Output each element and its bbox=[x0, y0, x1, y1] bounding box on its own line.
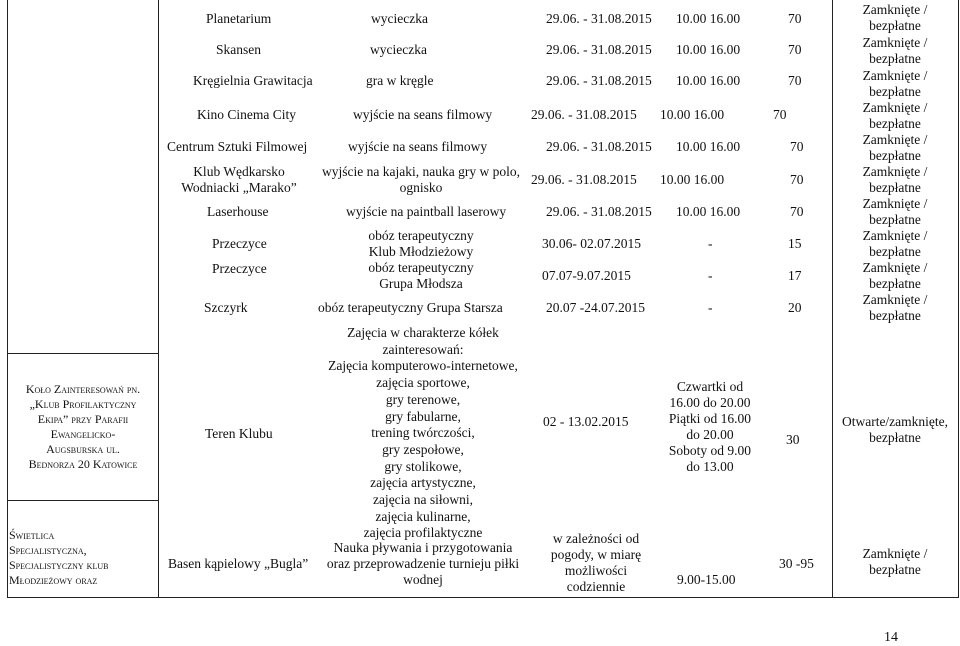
row-type-2: Grupa Młodsza bbox=[379, 276, 463, 291]
row-status: Zamknięte / bbox=[862, 228, 928, 243]
row-places: 17 bbox=[788, 268, 802, 283]
row-hours: 10.00 16.00 bbox=[660, 107, 725, 122]
row-place: Kręgielnia Grawitacja bbox=[193, 73, 313, 88]
row-type: wyjście na seans filmowy bbox=[353, 107, 493, 122]
row-status: Zamknięte / bbox=[862, 196, 928, 211]
right-border bbox=[958, 0, 959, 598]
row-dates: 07.07-9.07.2015 bbox=[542, 268, 631, 283]
org-column-divider bbox=[158, 0, 159, 598]
row-place: Laserhouse bbox=[207, 204, 269, 219]
row-dates: 29.06. - 31.08.2015 bbox=[531, 107, 637, 122]
row-hours: 10.00 16.00 bbox=[676, 11, 741, 26]
row-type: wyjście na paintball laserowy bbox=[346, 204, 507, 219]
row-type: obóz terapeutyczny bbox=[368, 260, 474, 275]
row-status: Zamknięte / bbox=[862, 164, 928, 179]
row-hours: - bbox=[708, 268, 713, 283]
row-place: Klub Wędkarsko bbox=[193, 164, 285, 179]
row-type-list: Nauka pływania i przygotowania oraz przeprowadzenie turnieju piłki wodnej bbox=[326, 540, 520, 587]
row-hours: 10.00 16.00 bbox=[676, 42, 741, 57]
row-type: wycieczka bbox=[370, 42, 427, 57]
row-status: Zamknięte / bbox=[862, 2, 928, 17]
row-type: obóz terapeutyczny Grupa Starsza bbox=[318, 300, 503, 315]
row-hours: 10.00 16.00 bbox=[660, 172, 725, 187]
row-places: 70 bbox=[790, 204, 804, 219]
row-place: Centrum Sztuki Filmowej bbox=[167, 139, 308, 154]
row-status-fee: bezpłatne bbox=[869, 212, 921, 227]
row-status: Zamknięte / bbox=[862, 132, 928, 147]
row-hours: 10.00 16.00 bbox=[676, 73, 741, 88]
row-status-fee: bezpłatne bbox=[869, 116, 921, 131]
row-status-fee: bezpłatne bbox=[869, 244, 921, 259]
row-places: 15 bbox=[788, 236, 802, 251]
row-status: Zamknięte / bbox=[862, 35, 928, 50]
row-place-2: Wodniacki „Marako” bbox=[181, 180, 297, 195]
row-place: Skansen bbox=[216, 42, 261, 57]
row-status: Zamknięte / bbox=[862, 260, 928, 275]
row-hours: - bbox=[708, 300, 713, 315]
row-status-fee: bezpłatne bbox=[869, 18, 921, 33]
row-status-fee: bezpłatne bbox=[869, 180, 921, 195]
row-places: 70 bbox=[790, 172, 804, 187]
org-row-divider-2 bbox=[7, 500, 158, 501]
row-type: gra w kręgle bbox=[366, 73, 434, 88]
row-dates: 29.06. - 31.08.2015 bbox=[546, 139, 652, 154]
row-places: 70 bbox=[790, 139, 804, 154]
row-place: Basen kąpielowy „Bugla” bbox=[168, 556, 309, 571]
row-dates: 29.06. - 31.08.2015 bbox=[546, 11, 652, 26]
row-place: Teren Klubu bbox=[205, 426, 273, 441]
row-type-2: ognisko bbox=[399, 180, 443, 195]
row-status: Zamknięte / bbox=[862, 546, 928, 561]
row-dates: 29.06. - 31.08.2015 bbox=[546, 73, 652, 88]
row-type-2: Klub Młodzieżowy bbox=[368, 244, 474, 259]
row-places: 70 bbox=[773, 107, 787, 122]
row-status-fee: bezpłatne bbox=[869, 51, 921, 66]
row-hours: - bbox=[708, 236, 713, 251]
row-dates-list: w zależności od pogody, w miarę możliwości codziennie bbox=[550, 531, 642, 594]
row-place: Przeczyce bbox=[212, 261, 267, 276]
row-dates: 30.06- 02.07.2015 bbox=[542, 236, 641, 251]
row-type: wyjście na kajaki, nauka gry w polo, bbox=[322, 164, 520, 179]
row-places: 70 bbox=[788, 11, 802, 26]
row-places: 70 bbox=[788, 73, 802, 88]
row-type: wyjście na seans filmowy bbox=[348, 139, 488, 154]
row-places: 20 bbox=[788, 300, 802, 315]
row-status-fee: bezpłatne bbox=[869, 430, 921, 445]
row-status-fee: bezpłatne bbox=[869, 148, 921, 163]
bottom-border bbox=[7, 597, 959, 598]
row-hours: 10.00 16.00 bbox=[676, 139, 741, 154]
row-dates: 29.06. - 31.08.2015 bbox=[546, 204, 652, 219]
row-dates: 29.06. - 31.08.2015 bbox=[546, 42, 652, 57]
row-place: Planetarium bbox=[206, 11, 272, 26]
row-place: Kino Cinema City bbox=[197, 107, 296, 122]
row-type: wycieczka bbox=[371, 11, 428, 26]
org-swietlica: Świetlica Specjalistyczna, Specjalistyczny klub Młodzieżowy oraz bbox=[9, 528, 109, 587]
row-status: Otwarte/zamknięte, bbox=[841, 414, 949, 429]
row-places: 30 bbox=[786, 432, 800, 447]
row-dates: 29.06. - 31.08.2015 bbox=[531, 172, 637, 187]
row-status: Zamknięte / bbox=[862, 68, 928, 83]
row-hours-list: Czwartki od 16.00 do 20.00 Piątki od 16.00 do 20.00 Soboty od 9.00 do 13.00 bbox=[668, 379, 752, 474]
row-places: 70 bbox=[788, 42, 802, 57]
org-row-divider bbox=[7, 353, 158, 354]
row-place: Szczyrk bbox=[204, 300, 248, 315]
row-dates: 02 - 13.02.2015 bbox=[543, 414, 629, 429]
row-type-list: Zajęcia w charakterze kółek zainteresowań: Zajęcia komputerowo-internetowe, zajęcia sportowe, gry terenowe, gry fabularne, trening twórczości, gry zespołowe, gry stolikowe, zajęcia artystyczne, zajęcia na siłowni, zajęcia kulinarne, zajęcia profilaktyczne bbox=[328, 325, 518, 541]
row-type: obóz terapeutyczny bbox=[368, 228, 474, 243]
row-place: Przeczyce bbox=[212, 236, 267, 251]
row-status-fee: bezpłatne bbox=[869, 308, 921, 323]
row-dates: 20.07 -24.07.2015 bbox=[546, 300, 645, 315]
page-number: 14 bbox=[884, 630, 898, 645]
left-border bbox=[7, 0, 8, 598]
row-status-fee: bezpłatne bbox=[869, 276, 921, 291]
row-status: Zamknięte / bbox=[862, 100, 928, 115]
row-hours: 9.00-15.00 bbox=[677, 572, 736, 587]
row-hours: 10.00 16.00 bbox=[676, 204, 741, 219]
org-koło-zainteresowan: Koło Zainteresowań pn. „Klub Profilaktyczny Ekipa” przy Parafii Ewangelicko- Augsburska ul. Bednorza 20 Katowice bbox=[25, 382, 141, 471]
row-status: Zamknięte / bbox=[862, 292, 928, 307]
row-status-fee: bezpłatne bbox=[869, 562, 921, 577]
row-places: 30 -95 bbox=[779, 556, 814, 571]
row-status-fee: bezpłatne bbox=[869, 84, 921, 99]
